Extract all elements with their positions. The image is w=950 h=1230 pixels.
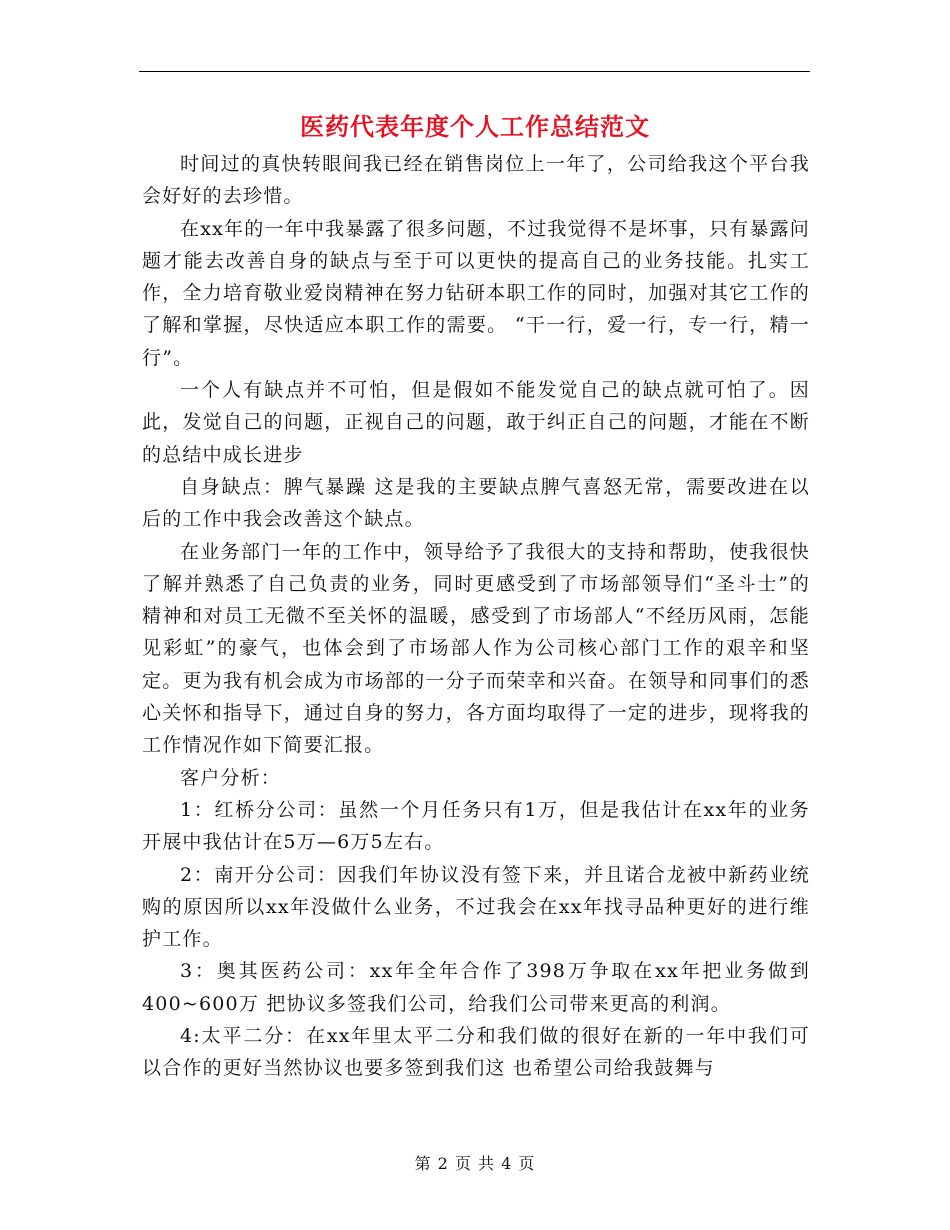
document-title: 医药代表年度个人工作总结范文 xyxy=(300,112,650,141)
paragraph: 时间过的真快转眼间我已经在销售岗位上一年了，公司给我这个平台我会好好的去珍惜。 xyxy=(142,153,810,208)
paragraph: 自身缺点：脾气暴躁 这是我的主要缺点脾气喜怒无常，需要改进在以后的工作中我会改善这个缺点。 xyxy=(142,475,810,531)
paragraph: 1：红桥分公司：虽然一个月任务只有1万，但是我估计在xx年的业务开展中我估计在5万—6万5左右。 xyxy=(142,798,810,854)
document-body xyxy=(142,148,810,1085)
paragraph: 2：南开分公司：因我们年协议没有签下来，并且诺合龙被中新药业统购的原因所以xx年没做什么业务，不过我会在xx年找寻品种更好的进行维护工作。 xyxy=(142,863,810,951)
page-number: 第 2 页 共 4 页 xyxy=(414,1154,536,1173)
paragraph: 客户分析： xyxy=(180,766,282,789)
paragraph: 在业务部门一年的工作中，领导给予了我很大的支持和帮助，使我很快了解并熟悉了自己负责的业务，同时更感受到了市场部领导们“圣斗士”的精神和对员工无微不至关怀的温暖，感受到了市场部人“不经历风雨，怎能见彩虹”的豪气，也体会到了市场部人作为公司核心部门工作的艰辛和坚定。更为我有机会成为市场部的一分子而荣幸和兴奋。在领导和同事们的悉心关怀和指导下，通过自身的努力，各方面均取得了一定的进步，现将我的工作情况作如下简要汇报。 xyxy=(142,540,810,757)
paragraph: 在xx年的一年中我暴露了很多问题，不过我觉得不是坏事，只有暴露问题才能去改善自身的缺点与至于可以更快的提高自己的业务技能。扎实工作，全力培育敬业爱岗精神在努力钻研本职工作的同时，加强对其它工作的了解和掌握，尽快适应本职工作的需要。 “干一行，爱一行，专一行，精一行”。 xyxy=(142,217,810,369)
paragraph: 一个人有缺点并不可怕，但是假如不能发觉自己的缺点就可怕了。因此，发觉自己的问题，正视自己的问题，敢于纠正自己的问题，才能在不断的总结中成长进步 xyxy=(142,379,810,466)
paragraph: 3：奥其医药公司：xx年全年合作了398万争取在xx年把业务做到400~600万 把协议多签我们公司，给我们公司带来更高的利润。 xyxy=(142,960,810,1015)
header-rule xyxy=(139,71,810,72)
paragraph: 4:太平二分：在xx年里太平二分和我们做的很好在新的一年中我们可以合作的更好当然协议也要多签到我们这 也希望公司给我鼓舞与 xyxy=(142,1025,810,1080)
